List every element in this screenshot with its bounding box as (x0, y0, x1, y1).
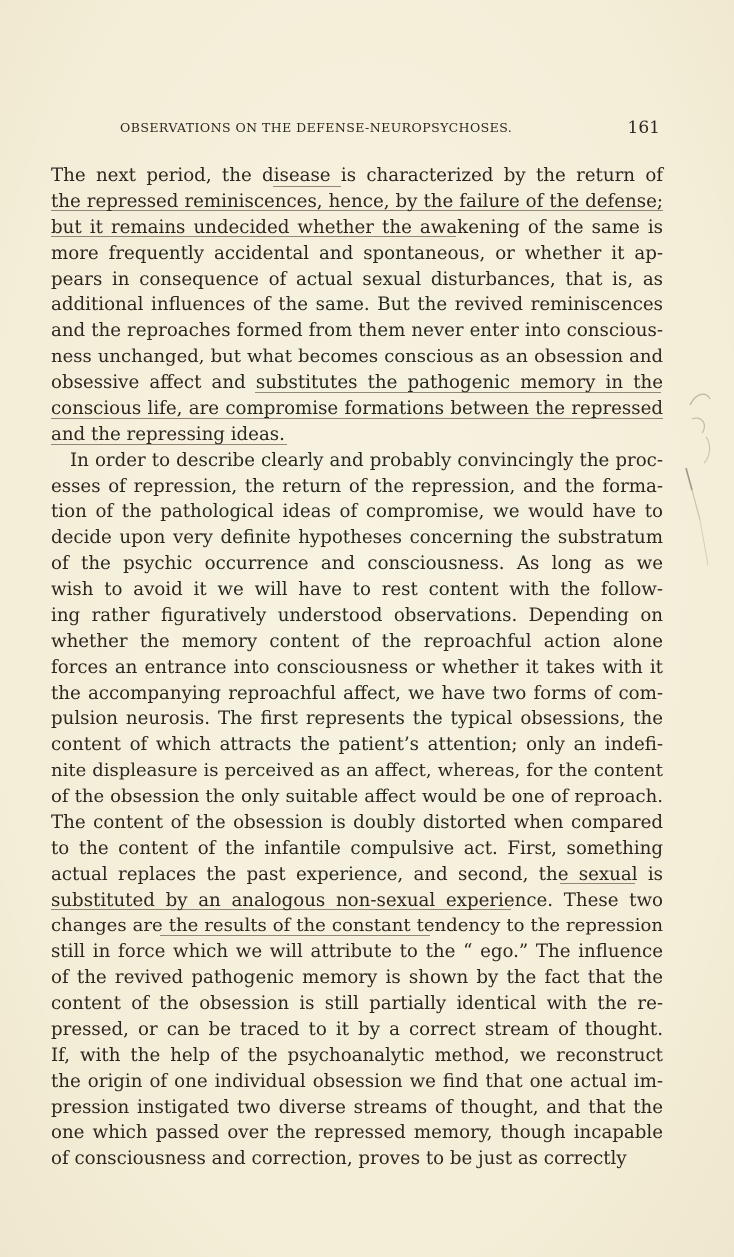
text-line: more frequently accidental and spontaneous, or whether it ap- (51, 242, 663, 264)
text-line: pears in consequence of actual sexual disturbances, that is, as (51, 268, 663, 290)
running-head: OBSERVATIONS ON THE DEFENSE-NEUROPSYCHOSES. (120, 120, 513, 135)
pencil-underline (273, 186, 341, 187)
text-line: substituted by an analogous non-sexual experience. These two (51, 889, 663, 911)
pencil-underline (255, 392, 661, 393)
pencil-underline (51, 909, 511, 910)
body-text (51, 163, 663, 1172)
text-line: additional influences of the same. But the revived reminiscences (51, 294, 663, 316)
text-line: forces an entrance into consciousness or whether it takes with it (51, 656, 663, 678)
text-line: of the psychic occurrence and consciousness. As long as we (51, 553, 663, 575)
text-line: changes are the results of the constant tendency to the repression (51, 915, 663, 937)
pencil-underline (51, 444, 287, 445)
text-line: the repressed reminiscences, hence, by the failure of the defense; (51, 190, 663, 212)
text-line: and the repressing ideas. (51, 423, 285, 445)
text-line: still in force which we will attribute to the “ ego.” The influence (51, 941, 663, 963)
text-line: and the reproaches formed from them never enter into conscious- (51, 320, 663, 342)
pencil-underline (560, 883, 635, 884)
pencil-underline (51, 210, 663, 211)
page-number: 161 (627, 118, 660, 138)
text-line: The content of the obsession is doubly distorted when compared (51, 811, 663, 833)
text-line: of the obsession the only suitable affect would be one of reproach. (51, 786, 663, 807)
text-line: of the revived pathogenic memory is shown by the fact that the (51, 967, 663, 989)
text-line: In order to describe clearly and probably convincingly the proc- (70, 449, 663, 471)
text-line: conscious life, are compromise formations between the repressed (51, 397, 663, 419)
text-line: esses of repression, the return of the repression, and the forma- (51, 475, 663, 497)
text-line: pressed, or can be traced to it by a correct stream of thought. (51, 1018, 663, 1040)
text-line: the origin of one individual obsession we find that one actual im- (51, 1070, 663, 1092)
text-line: ness unchanged, but what becomes conscious as an obsession and (51, 346, 663, 368)
text-line: one which passed over the repressed memory, though incapable (51, 1122, 663, 1144)
text-line: The next period, the disease is characterized by the return of (51, 165, 663, 186)
pencil-underline (51, 236, 456, 237)
text-line: obsessive affect and substitutes the pathogenic memory in the (51, 372, 663, 393)
text-line: to the content of the infantile compulsive act. First, something (51, 837, 663, 859)
text-line: actual replaces the past experience, and second, the sexual is (51, 863, 663, 885)
text-line: the accompanying reproachful affect, we have two forms of com- (51, 682, 663, 704)
text-line: If, with the help of the psychoanalytic method, we reconstruct (51, 1044, 663, 1066)
text-line: pulsion neurosis. The first represents the typical obsessions, the (51, 708, 663, 730)
text-line: nite displeasure is perceived as an affect, whereas, for the content (51, 760, 663, 782)
text-line: content of which attracts the patient’s attention; only an indefi- (51, 734, 663, 756)
pencil-underline (51, 418, 663, 419)
text-line: but it remains undecided whether the awakening of the same is (51, 216, 663, 238)
text-line: whether the memory content of the reproachful action alone (51, 630, 663, 652)
text-line: pression instigated two diverse streams of thought, and that the (51, 1096, 663, 1118)
text-line: decide upon very definite hypotheses concerning the substratum (51, 527, 663, 549)
text-line: wish to avoid it we will have to rest content with the follow- (51, 579, 663, 600)
text-line: of consciousness and correction, proves to be just as correctly (51, 1148, 627, 1170)
text-line: tion of the pathological ideas of compromise, we would have to (51, 501, 663, 523)
text-line: ing rather figuratively understood observations. Depending on (51, 604, 663, 626)
page-header (120, 118, 660, 140)
pencil-underline (160, 935, 430, 936)
text-line: content of the obsession is still partially identical with the re- (51, 993, 663, 1014)
margin-pencil-mark (678, 460, 718, 580)
